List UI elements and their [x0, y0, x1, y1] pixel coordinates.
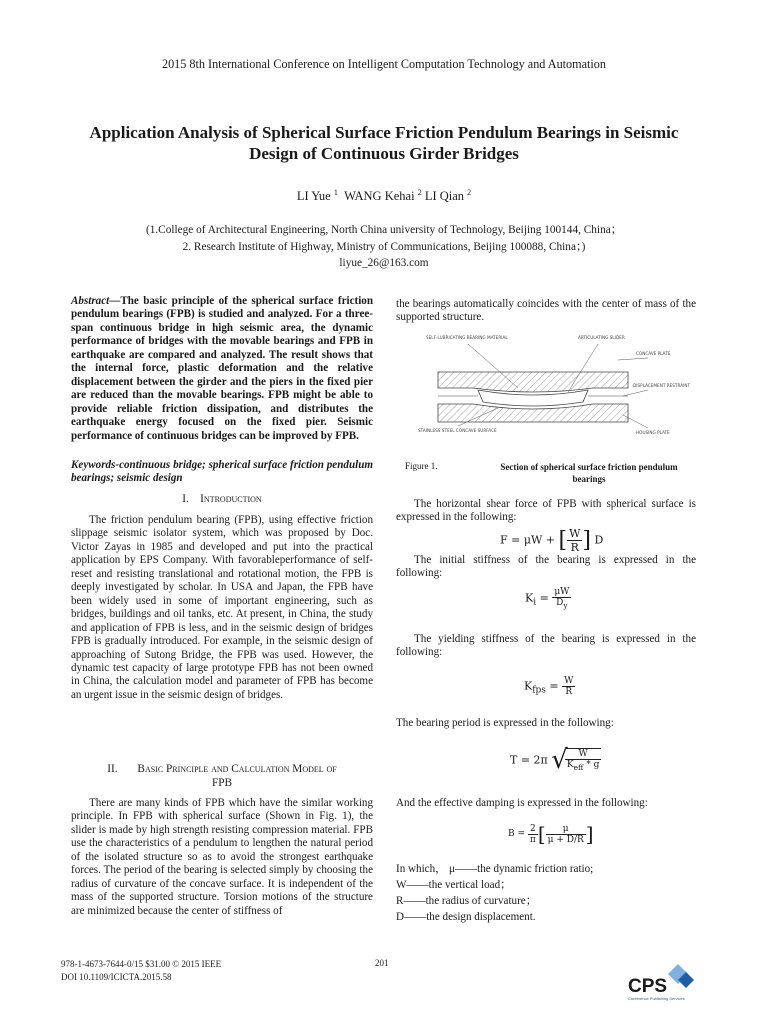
equation-damping: B = $\frac{2}{\pi}$ [ $\frac{\mu}{\mu + D/R}$ ] — [508, 822, 594, 846]
author-2: WANG Kehai — [344, 189, 415, 204]
abstract-text: The basic principle of the spherical surface friction pendulum bearings (FPB) is studied and analyzed. For a three-span continuous bridge in high seismic area, the dynamic performance of bridges with the movable bearings and FPB in earthquake are compared and analyzed. The result shows that the internal force, plastic deformation and the relative displacement between the girder and the piers in the fixed pier are reduced than the movable bearings. FPB might be able to provide reliable friction dissipation, and distributes the earthquake energy focused on the fixed pier. Seismic performance of continuous bridges can be improved by FPB. — [71, 295, 373, 442]
concave-plate-shape — [438, 372, 628, 392]
damping-paragraph: And the effective damping is expressed in the following: — [396, 797, 648, 809]
label-displacement: DISPLACEMENT RESTRAINT — [633, 383, 691, 388]
affiliations — [0, 222, 768, 272]
equation-shear-force: F = μW + [ $\frac{W}{R}$ ] D — [500, 527, 604, 554]
section-2-number: II. — [107, 763, 118, 775]
author-3: LI Qian — [424, 189, 465, 204]
section-2-title-line-2: FPB — [211, 777, 233, 789]
yielding-stiffness-text — [396, 633, 696, 660]
title-line-1: Application Analysis of Spherical Surface Friction Pendulum Bearings in Seismic — [89, 123, 679, 142]
shear-force-paragraph: The horizontal shear force of FPB with spherical surface is expressed in the following: — [396, 498, 696, 524]
definition-mu: In which， μ——the dynamic friction ratio; — [396, 863, 594, 875]
cps-logo — [626, 962, 696, 1004]
section-2-paragraph: There are many kinds of FPB which have the similar working principle. In FPB with spherical surface (Shown in Fig. 1), the slider is made by high strength resisting compression material. FPB use the characteristics of a pendulum to lengthen the natural period of the isolated structure so as to avoid the strongest earthquake forces. The period of the bearing is selected simply by choosing the radius of curvature of the concave surface. It is independent of the mass of the supported structure. Torsion motions of the structure are minimized because the center of stiffness of — [71, 797, 373, 917]
housing-plate-shape — [438, 404, 628, 422]
right-continuation: the bearings automatically coincides with the center of mass of the supported structure. — [396, 298, 696, 324]
author-1-affil: 1 — [333, 188, 338, 197]
damping-text — [396, 797, 696, 810]
author-1: LI Yue — [296, 189, 331, 204]
affiliation-1: (1.College of Architectural Engineering, North China university of Technology, Beijing 100144, China； — [145, 224, 623, 236]
section-1-paragraph: The friction pendulum bearing (FPB), using effective friction slippage seismic isolator system, which was proposed by Doc. Victor Zayas in 1985 and developed and put into the practical application by EPS Company. With favorableperformance of self-reset and resisting translational and rotational motion, the FPB is deeply investigated by scholar. In USA and Japan, the FPB have been widely used in some of important engineering, such as bridges, buildings and oil tanks, etc. At present, in China, the study and application of FPB is less, and in the seismic design of bridges FPB is gradually introduced. For example, in the seismic design of approaching of Sutong Bridge, the FPB was used. However, the dynamic test capacity of large prototype FPB has not been owned in China, the calculation model and parameter of FPB has become an urgent issue in the seismic design of bridges. — [71, 514, 373, 701]
figure-caption-text: Section of spherical surface friction pendulum bearings — [500, 462, 678, 484]
abstract — [71, 295, 373, 443]
initial-stiffness-paragraph: The initial stiffness of the bearing is expressed in the following: — [396, 554, 696, 580]
definition-r: R——the radius of curvature； — [396, 895, 537, 907]
bearing-period-paragraph: The bearing period is expressed in the following: — [396, 717, 614, 729]
logo-subtext: Conference Publishing Services — [628, 996, 685, 1001]
label-articulating: ARTICULATING SLIDER — [578, 335, 625, 340]
section-2-heading — [71, 762, 373, 790]
section-1-body — [71, 514, 373, 702]
footer-info — [61, 958, 221, 984]
yielding-stiffness-paragraph: The yielding stiffness of the bearing is expressed in the following: — [396, 633, 696, 659]
footer-doi: DOI 10.1109/ICICTA.2015.58 — [61, 972, 172, 982]
section-1-title: Introduction — [200, 493, 262, 505]
author-email: liyue_26@163.com — [339, 257, 429, 269]
definition-d: D——the design displacement. — [396, 911, 536, 923]
author-3-affil: 2 — [467, 188, 472, 197]
footer-isbn: 978-1-4673-7644-0/15 $31.00 © 2015 IEEE — [61, 959, 222, 969]
equation-initial-stiffness: $K_i$ = $\frac{\mu W}{D_y}$ — [525, 587, 570, 610]
page-number: 201 — [375, 958, 389, 968]
keywords: Keywords-continuous bridge; spherical surface friction pendulum bearings; seismic design — [71, 459, 373, 485]
bearing-section-figure — [418, 330, 691, 442]
section-2-body — [71, 797, 373, 918]
label-stainless: STAINLESS STEEL CONCAVE SURFACE — [418, 428, 497, 433]
equation-period: T = 2π √ $\frac{W}{K_{eff} * g}$ — [510, 745, 600, 775]
conference-name: 2015 8th International Conference on Intelligent Computation Technology and Automation — [161, 57, 606, 71]
abstract-label: Abstract— — [71, 295, 121, 307]
logo-text: CPS — [628, 976, 668, 997]
section-2-title: Basic Principle and Calculation Model of — [137, 763, 337, 775]
title-line-2: Design of Continuous Girder Bridges — [249, 144, 519, 163]
figure-number: Figure 1. — [405, 461, 438, 471]
label-housing: HOUSING PLATE — [636, 430, 670, 435]
shear-force-text — [396, 498, 696, 525]
author-list — [0, 188, 768, 204]
initial-stiffness-text — [396, 554, 696, 581]
label-concave: CONCAVE PLATE — [636, 351, 671, 356]
label-self-lubricating: SELF-LUBRICATING BEARING MATERIAL — [426, 335, 508, 340]
bearing-period-text — [396, 717, 696, 730]
author-2-affil: 2 — [417, 188, 422, 197]
variable-definitions — [396, 861, 696, 925]
equation-yield-stiffness: $K_{fps}$ = $\frac{W}{R}$ — [524, 676, 574, 697]
section-1-number: I. — [182, 493, 189, 505]
paper-title — [60, 122, 708, 164]
affiliation-2: 2. Research Institute of Highway, Ministry of Communications, Beijing 100088, China；) — [182, 240, 586, 253]
definition-w: W——the vertical load； — [396, 879, 512, 891]
section-1-heading — [71, 493, 373, 505]
